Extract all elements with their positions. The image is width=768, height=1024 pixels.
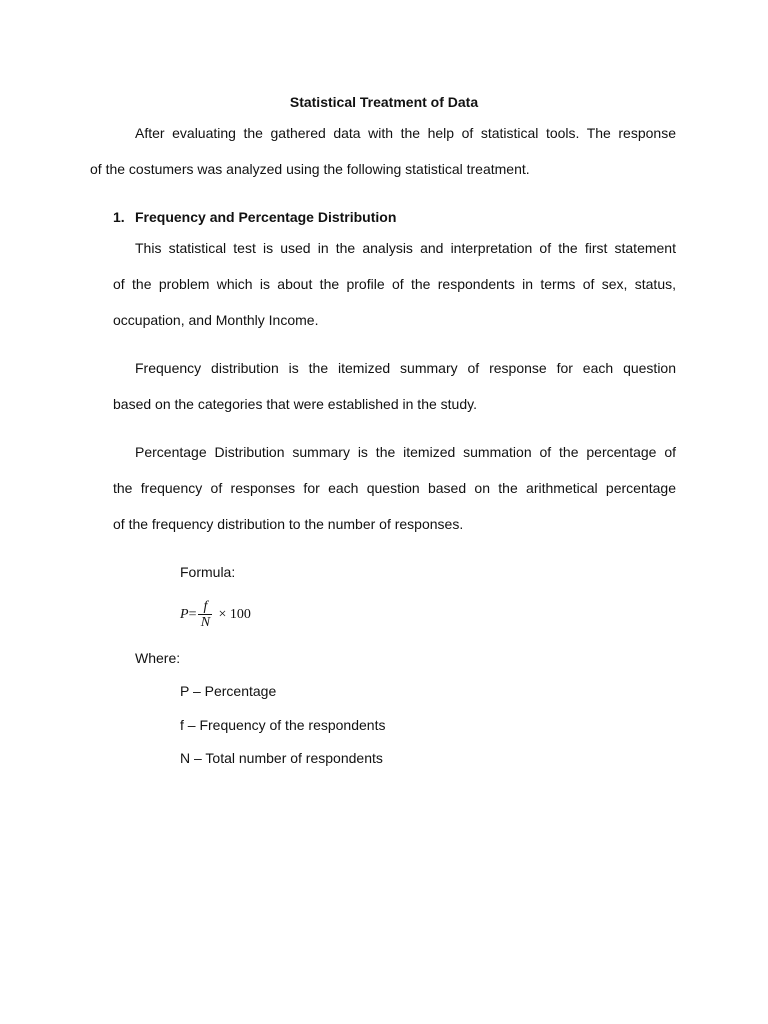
section-heading: Frequency and Percentage Distribution bbox=[135, 209, 397, 225]
formula-denominator: N bbox=[200, 614, 211, 630]
intro-line-2: of the costumers was analyzed using the following statistical treatment. bbox=[90, 161, 530, 177]
section-number: 1. bbox=[113, 209, 125, 225]
para2-line-2: based on the categories that were established in the study. bbox=[113, 396, 477, 412]
formula-label: Formula: bbox=[180, 564, 236, 580]
definition-item: f – Frequency of the respondents bbox=[180, 717, 386, 733]
para3-line-3: of the frequency distribution to the number of responses. bbox=[113, 516, 464, 532]
definition-item: P – Percentage bbox=[180, 683, 277, 699]
para1-line-2: of the problem which is about the profile of the respondents in terms of sex, status, bbox=[113, 276, 676, 292]
definition-item: N – Total number of respondents bbox=[180, 750, 383, 766]
formula-numerator: f bbox=[203, 598, 208, 614]
para3-line-2: the frequency of responses for each question based on the arithmetical percentage bbox=[113, 480, 676, 496]
document-title: Statistical Treatment of Data bbox=[289, 94, 479, 110]
para1-line-3: occupation, and Monthly Income. bbox=[113, 312, 319, 328]
intro-line-1: After evaluating the gathered data with the help of statistical tools. The response bbox=[135, 125, 676, 141]
percentage-formula bbox=[180, 595, 251, 635]
para1-line-1: This statistical test is used in the analysis and interpretation of the first statement bbox=[135, 240, 676, 256]
formula-multiplier: × 100 bbox=[218, 607, 251, 622]
formula-fraction bbox=[198, 600, 212, 631]
where-label: Where: bbox=[135, 650, 181, 666]
para2-line-1: Frequency distribution is the itemized summary of response for each question bbox=[135, 360, 676, 376]
formula-equals: = bbox=[188, 607, 197, 622]
formula-lhs: P bbox=[180, 607, 189, 622]
para3-line-1: Percentage Distribution summary is the itemized summation of the percentage of bbox=[135, 444, 676, 460]
